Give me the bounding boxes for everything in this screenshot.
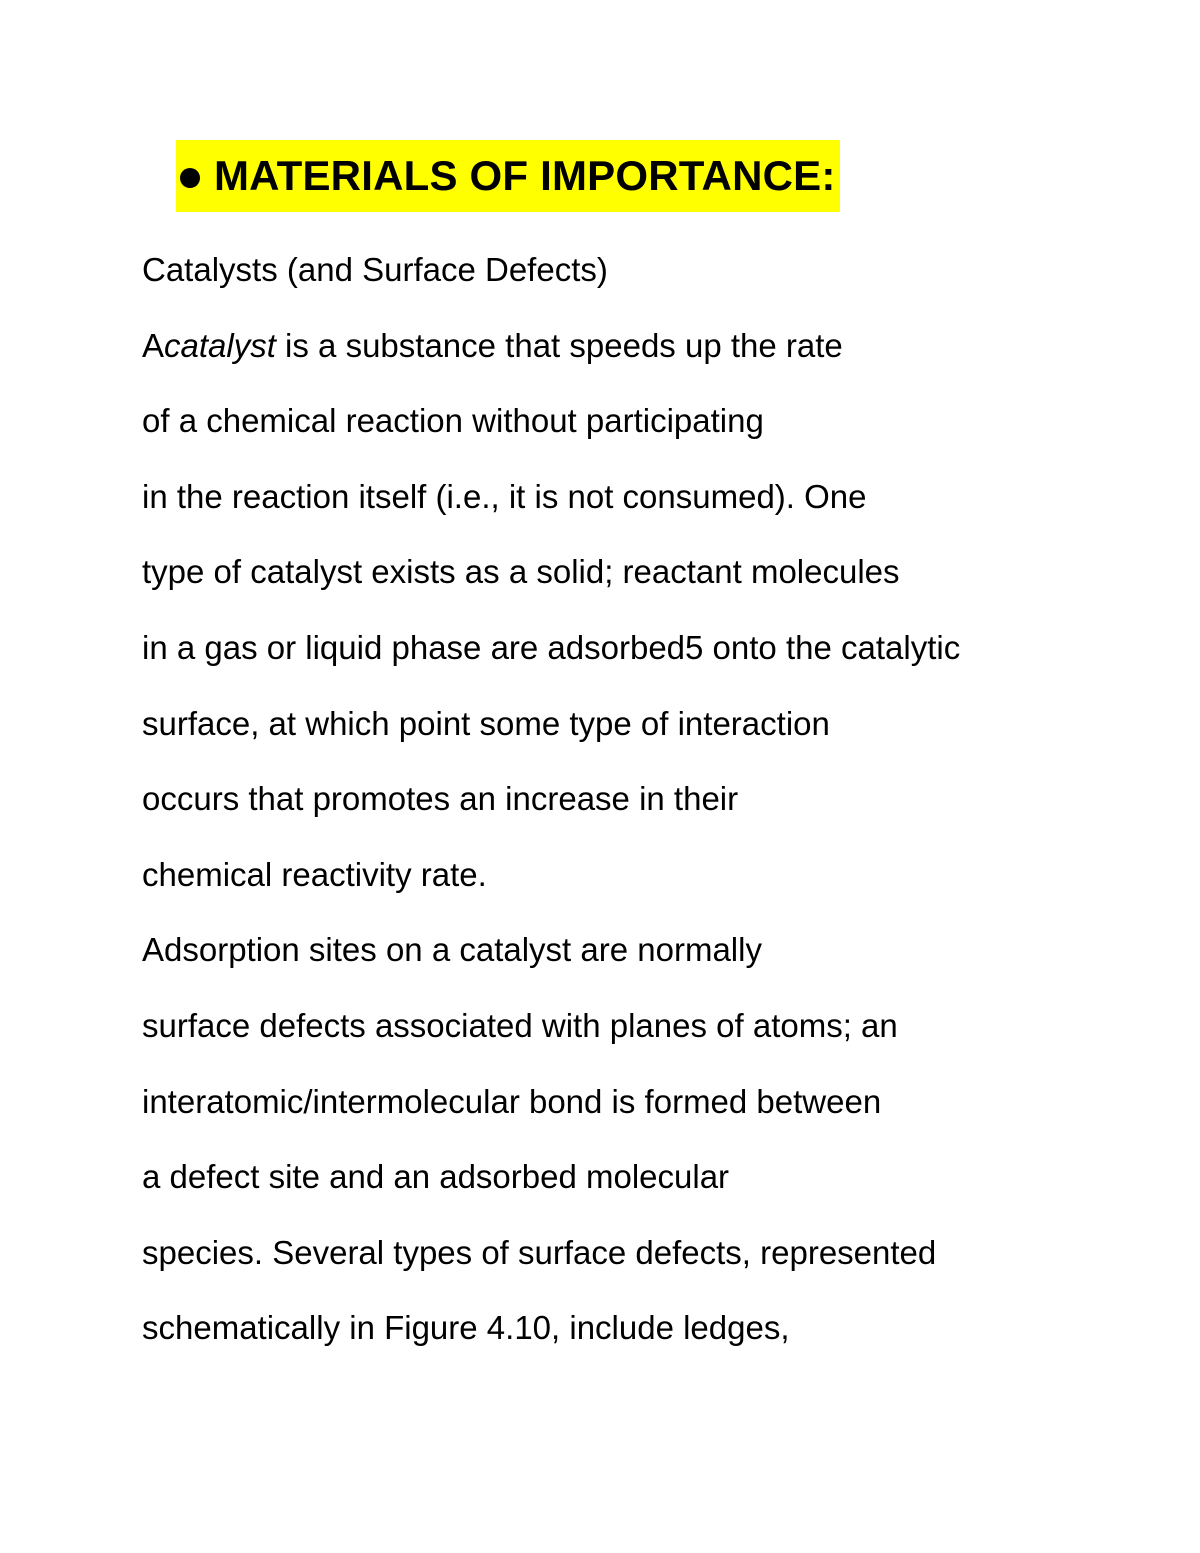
text-line: chemical reactivity rate. xyxy=(142,855,487,893)
text-fragment: is a substance that speeds up the rate xyxy=(275,326,843,364)
text-line: in the reaction itself (i.e., it is not consumed). One xyxy=(142,477,867,515)
text-line: surface defects associated with planes of atoms; an xyxy=(142,1006,898,1044)
emphasized-term: catalyst xyxy=(164,326,276,364)
text-line: in a gas or liquid phase are adsorbed5 onto the catalytic xyxy=(142,628,961,666)
text-line: species. Several types of surface defects, represented xyxy=(142,1233,937,1271)
text-line: a defect site and an adsorbed molecular xyxy=(142,1158,730,1196)
text-line xyxy=(142,308,1142,384)
text-line: interatomic/intermolecular bond is formed between xyxy=(142,1082,882,1120)
text-line: surface, at which point some type of interaction xyxy=(142,704,830,742)
body-paragraph xyxy=(142,232,1142,1366)
text-fragment: A xyxy=(142,326,165,364)
text-line: of a chemical reaction without participating xyxy=(142,402,764,440)
bullet-icon xyxy=(180,168,200,188)
text-line: type of catalyst exists as a solid; reactant molecules xyxy=(142,553,900,591)
text-line: Adsorption sites on a catalyst are normally xyxy=(142,931,762,969)
section-heading xyxy=(176,140,840,212)
heading-text: MATERIALS OF IMPORTANCE: xyxy=(214,152,836,199)
text-line: occurs that promotes an increase in their xyxy=(142,780,739,818)
text-line: Catalysts (and Surface Defects) xyxy=(142,251,608,288)
text-line: schematically in Figure 4.10, include ledges, xyxy=(142,1309,790,1347)
